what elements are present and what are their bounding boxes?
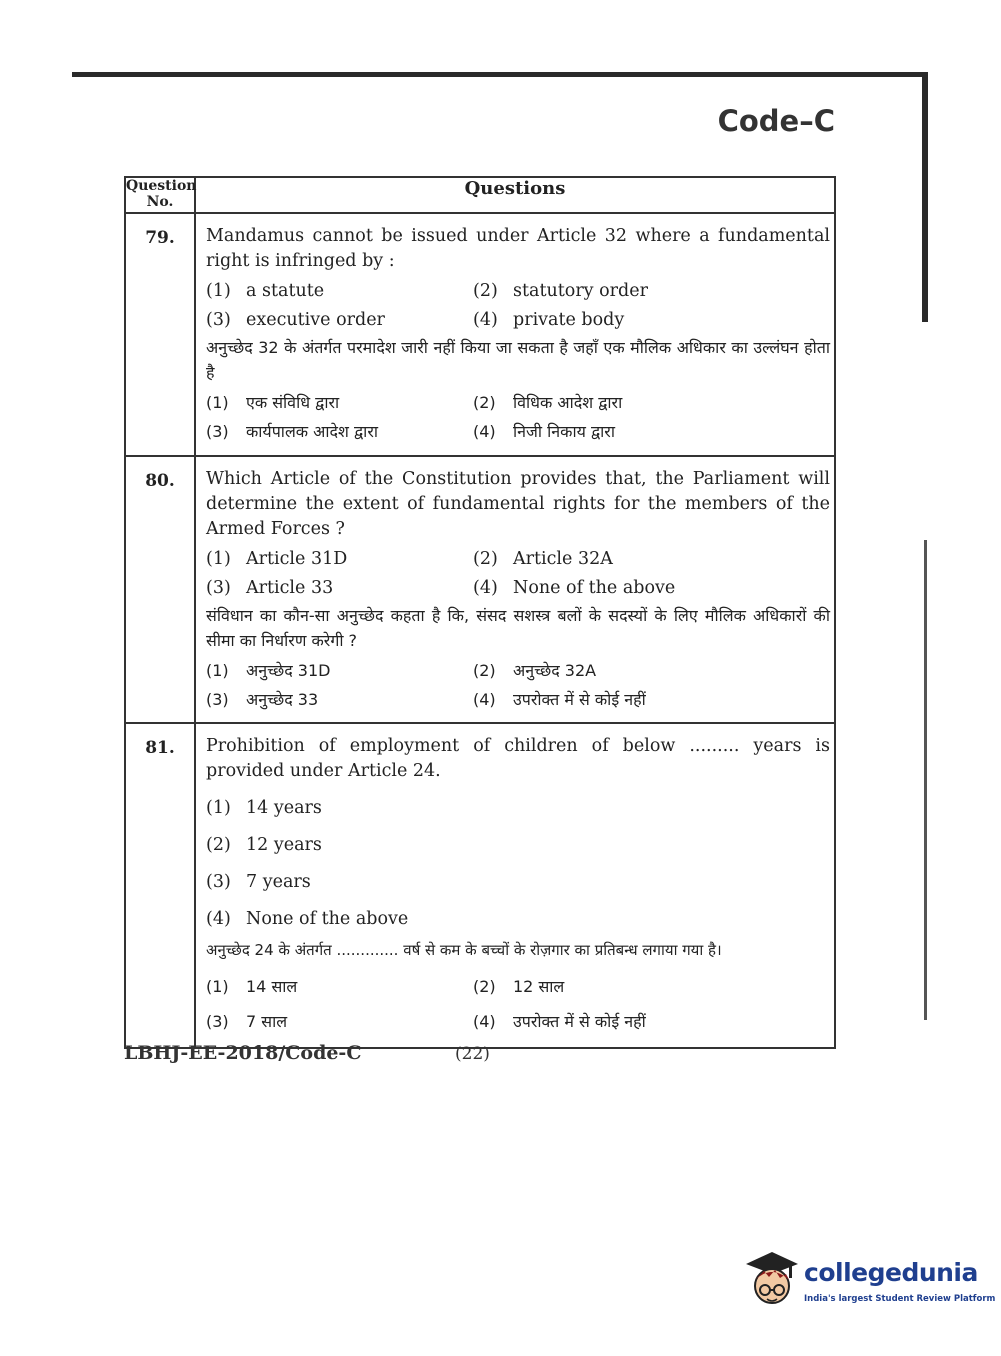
option: (4) उपरोक्त में से कोई नहीं bbox=[473, 1012, 646, 1031]
top-rule bbox=[72, 72, 928, 77]
option: (3) 7 साल bbox=[206, 1012, 288, 1031]
mascot-icon bbox=[742, 1248, 802, 1318]
option: (3) अनुच्छेद 33 bbox=[206, 690, 319, 709]
option: (4) निजी निकाय द्वारा bbox=[473, 422, 615, 441]
option: (3) executive order bbox=[206, 310, 385, 330]
question-row bbox=[125, 723, 835, 1048]
question-body bbox=[195, 213, 835, 456]
options-en bbox=[206, 790, 830, 938]
question-body bbox=[195, 456, 835, 723]
option: (1) 14 years bbox=[206, 798, 322, 818]
footer-paper-code: LBHJ-EE-2018/Code-C bbox=[124, 1042, 362, 1064]
question-row bbox=[125, 213, 835, 456]
question-number: 81. bbox=[125, 723, 195, 1048]
option: (4) private body bbox=[473, 310, 625, 330]
question-no-header bbox=[125, 177, 195, 213]
option: (2) विधिक आदेश द्वारा bbox=[473, 393, 623, 412]
scan-edge bbox=[924, 540, 927, 1020]
option: (2) 12 years bbox=[206, 835, 322, 855]
option: (4) None of the above bbox=[206, 909, 409, 929]
option: (2) 12 साल bbox=[473, 977, 565, 996]
option: (3) 7 years bbox=[206, 872, 311, 892]
question-text-en: Which Article of the Constitution provides that, the Parliament will determine the extent of fundamental rights for the members of the Armed Forces ? bbox=[206, 469, 830, 539]
options-hi bbox=[206, 388, 830, 446]
scan-edge bbox=[922, 72, 928, 322]
option: (1) अनुच्छेद 31D bbox=[206, 661, 331, 680]
paper-code-header: Code–C bbox=[717, 104, 835, 138]
question-text-hi: अनुच्छेद 32 के अंतर्गत परमादेश जारी नहीं किया जा सकता है जहाँ एक मौलिक अधिकार का उल्लंघन होता है bbox=[206, 338, 830, 382]
table-header-row bbox=[125, 177, 835, 213]
question-number: 80. bbox=[125, 456, 195, 723]
question-body bbox=[195, 723, 835, 1048]
option: (4) उपरोक्त में से कोई नहीं bbox=[473, 690, 646, 709]
question-number: 79. bbox=[125, 213, 195, 456]
option: (1) a statute bbox=[206, 281, 325, 301]
collegedunia-logo bbox=[742, 1248, 996, 1318]
option: (2) Article 32A bbox=[473, 549, 613, 569]
options-hi bbox=[206, 656, 830, 714]
option: (2) अनुच्छेद 32A bbox=[473, 661, 597, 680]
option: (1) 14 साल bbox=[206, 977, 298, 996]
question-text-en: Mandamus cannot be issued under Article 32 where a fundamental right is infringed by : bbox=[206, 226, 830, 271]
logo-wordmark: collegedunia bbox=[804, 1258, 978, 1287]
question-text-hi: संविधान का कौन-सा अनुच्छेद कहता है कि, संसद सशस्त्र बलों के सदस्यों के लिए मौलिक अधिकारों की सीमा का निर्धारण करेगी ? bbox=[206, 606, 830, 650]
questions-table bbox=[124, 176, 836, 1049]
option: (1) Article 31D bbox=[206, 549, 348, 569]
options-hi bbox=[206, 969, 830, 1039]
option: (3) कार्यपालक आदेश द्वारा bbox=[206, 422, 379, 441]
logo-tagline: India's largest Student Review Platform bbox=[804, 1294, 996, 1304]
questions-header: Questions bbox=[195, 177, 835, 213]
question-row bbox=[125, 456, 835, 723]
option: (1) एक संविधि द्वारा bbox=[206, 393, 340, 412]
page-number: (22) bbox=[455, 1044, 490, 1064]
question-text-en: Prohibition of employment of children of below ......... years is provided under Article 24. bbox=[206, 736, 830, 781]
option: (2) statutory order bbox=[473, 281, 648, 301]
question-text-hi: अनुच्छेद 24 के अंतर्गत ............. वर्ष से कम के बच्चों के रोज़गार का प्रतिबन्ध लगाया गया है। bbox=[206, 941, 722, 959]
question-no-header-label: Question No. bbox=[126, 178, 197, 210]
option: (3) Article 33 bbox=[206, 578, 334, 598]
option: (4) None of the above bbox=[473, 578, 676, 598]
options-en bbox=[206, 545, 830, 603]
options-en bbox=[206, 277, 830, 335]
